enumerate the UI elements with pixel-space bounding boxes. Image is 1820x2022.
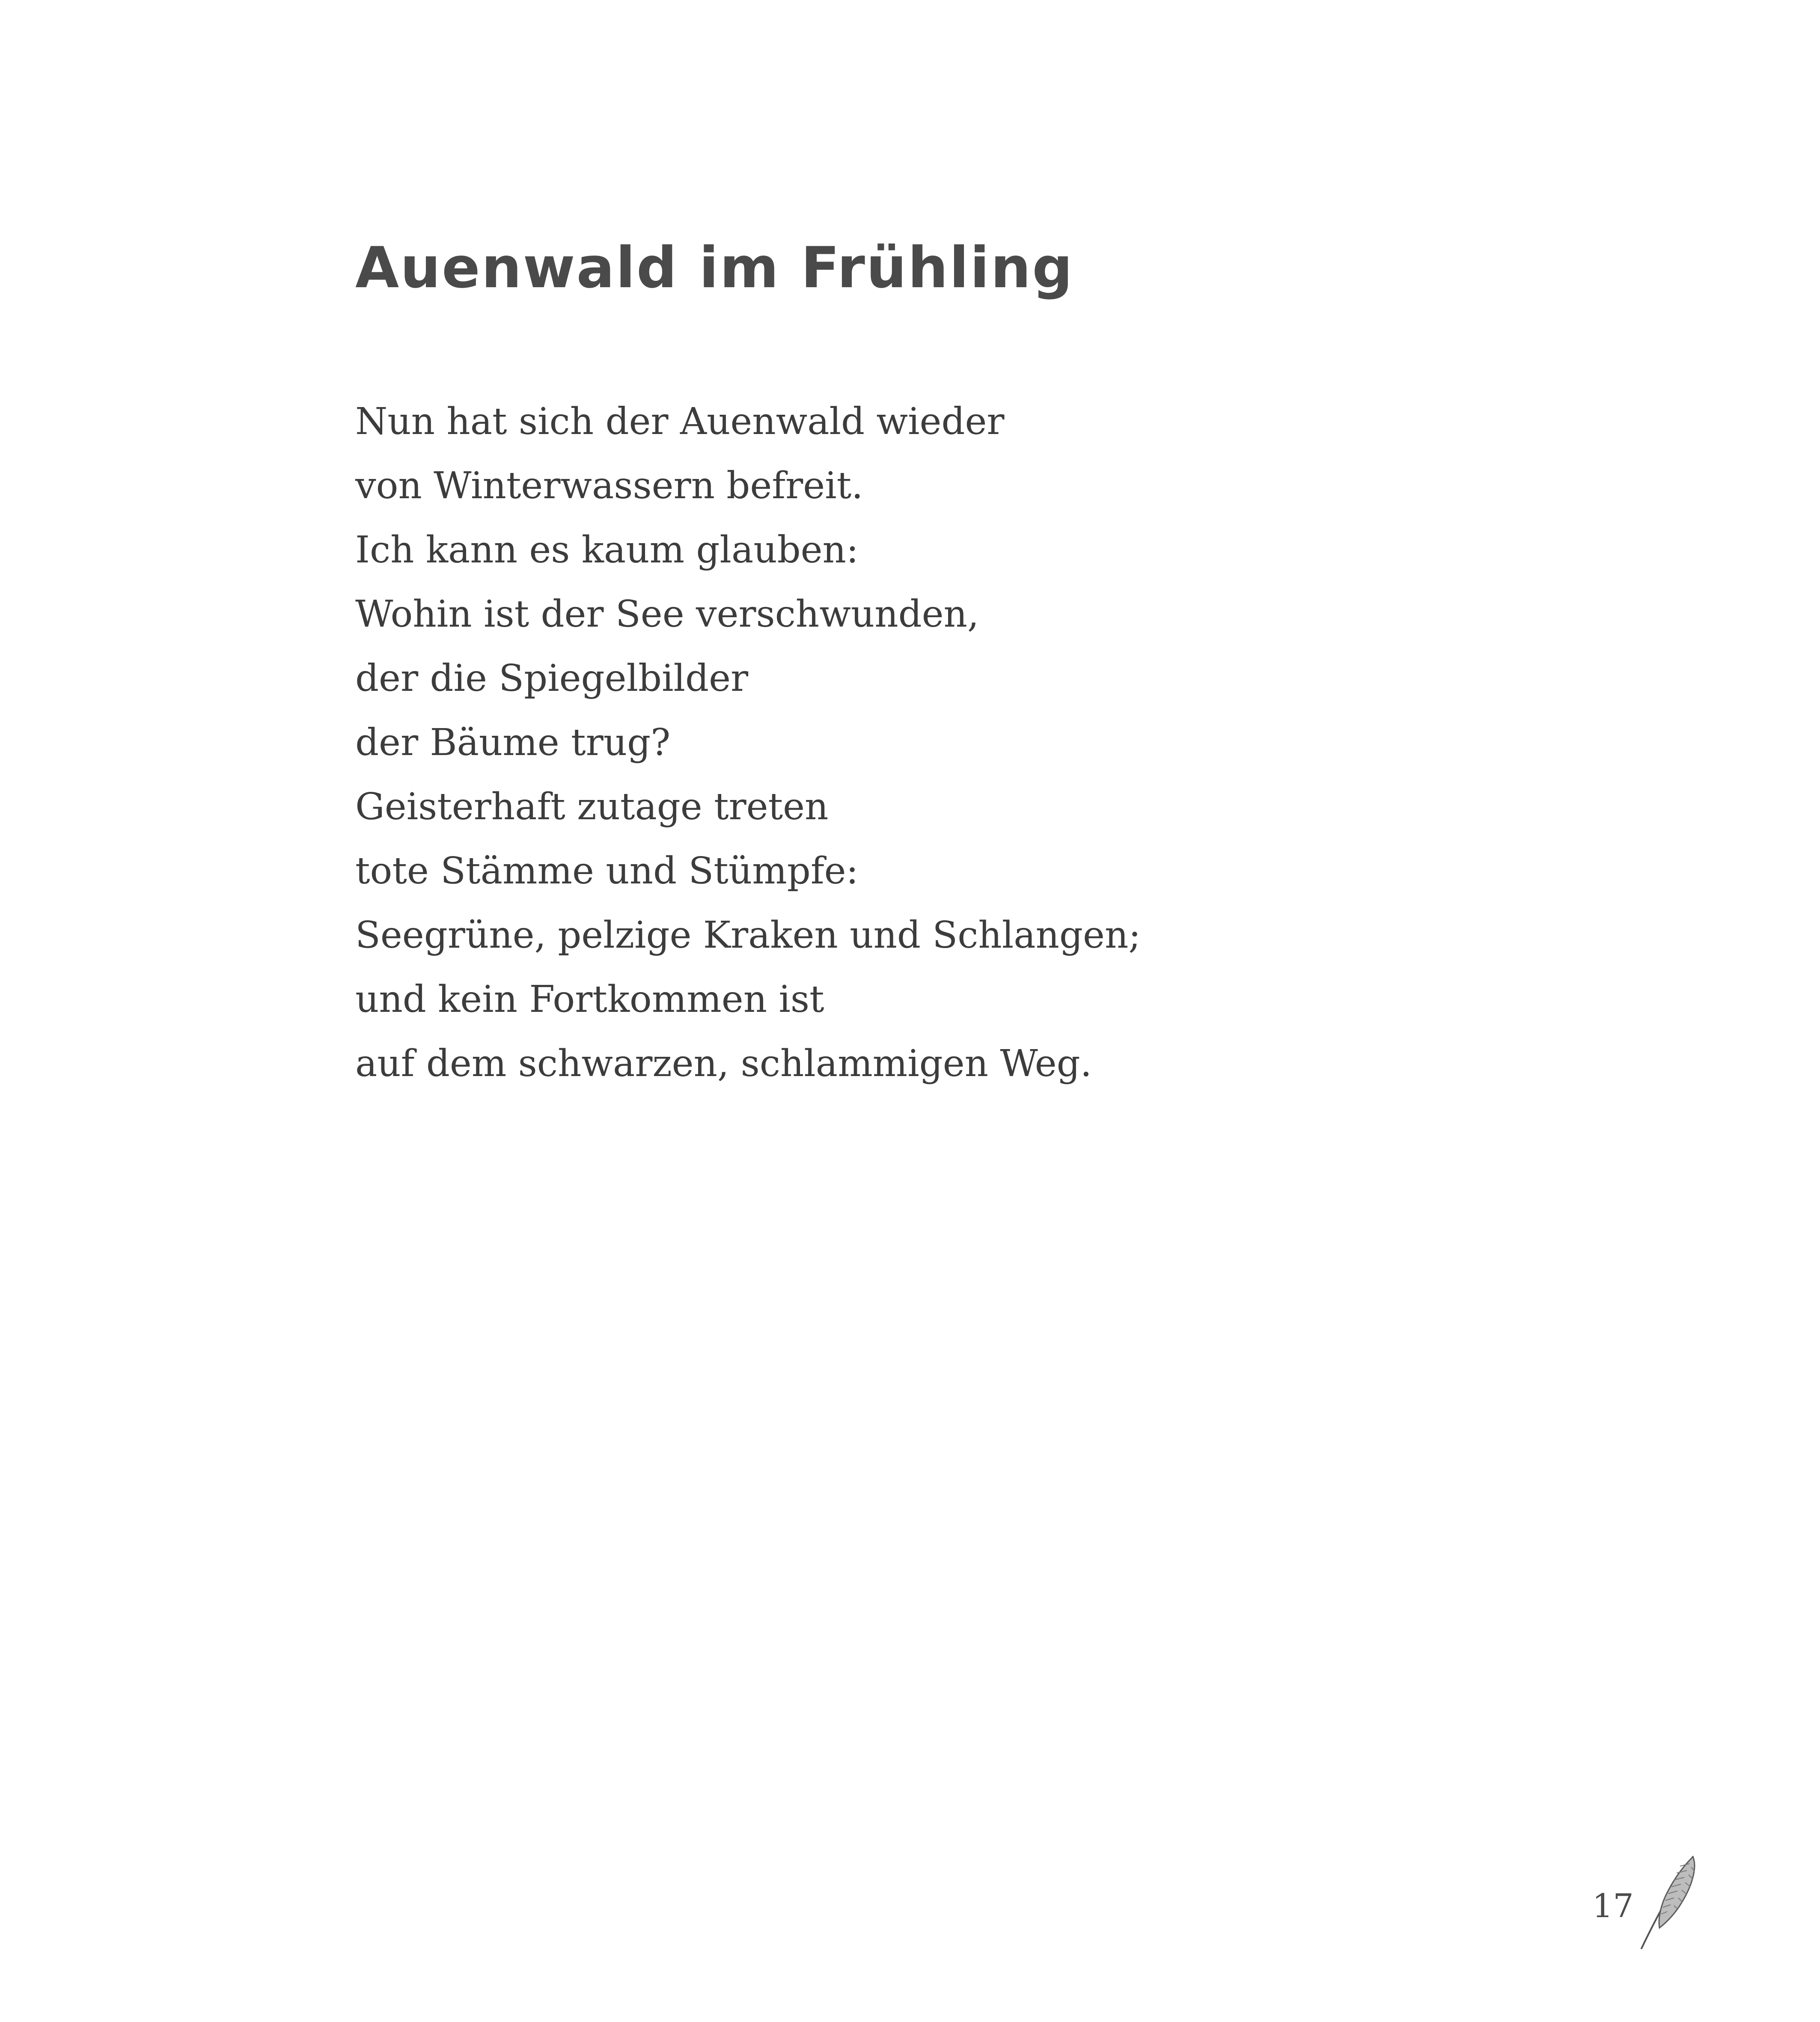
poem-line: der Bäume trug? bbox=[355, 721, 671, 764]
poem-line: tote Stämme und Stümpfe: bbox=[355, 850, 859, 892]
poem-title: Auenwald im Frühling bbox=[355, 235, 1074, 301]
poem-line: Nun hat sich der Auenwald wieder bbox=[355, 400, 1005, 443]
poem-line: auf dem schwarzen, schlammigen Weg. bbox=[355, 1042, 1092, 1085]
poem-line: der die Spiegelbilder bbox=[355, 657, 749, 700]
page-number: 17 bbox=[1592, 1887, 1634, 1925]
page-footer bbox=[1592, 1849, 1704, 1960]
poem-line: Geisterhaft zutage treten bbox=[355, 785, 829, 828]
poem-line: von Winterwassern befreit. bbox=[355, 464, 863, 507]
poem-line: Ich kann es kaum glauben: bbox=[355, 529, 859, 571]
feather-icon bbox=[1633, 1849, 1701, 1952]
poem-line: Wohin ist der See verschwunden, bbox=[355, 593, 979, 636]
poem-line: und kein Fortkommen ist bbox=[355, 978, 824, 1021]
poem-line: Seegrüne, pelzige Kraken und Schlangen; bbox=[355, 914, 1141, 957]
poem-body bbox=[355, 390, 1141, 1096]
